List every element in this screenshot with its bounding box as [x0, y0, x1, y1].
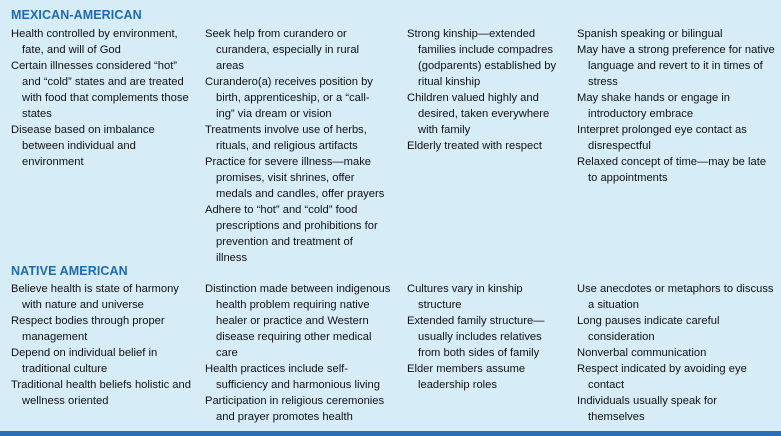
section-title-mexican-american: MEXICAN-AMERICAN [11, 8, 142, 22]
native-family-column [407, 281, 562, 393]
list-item: Health controlled by environment, fate, and will of God [11, 28, 178, 56]
list-item: Seek help from curandero or curandera, especially in rural areas [205, 28, 360, 72]
list-item: Depend on individual belief in traditional culture [11, 347, 158, 375]
list-item: Traditional health beliefs holistic and wellness oriented [11, 379, 191, 407]
mexican-communication-column [577, 26, 775, 186]
section-title-native-american: NATIVE AMERICAN [11, 264, 128, 278]
list-item: Adhere to “hot” and “cold” food prescriptions and prohibitions for prevention and treatment of illness [205, 204, 378, 264]
list-item: Respect indicated by avoiding eye contact [577, 363, 747, 391]
list-item: Treatments involve use of herbs, rituals, and religious artifacts [205, 124, 367, 152]
mexican-health-practices-column [205, 26, 385, 266]
list-item: Certain illnesses considered “hot” and “cold” states and are treated with food that complements those states [11, 60, 189, 120]
list-item: Individuals usually speak for themselves [577, 395, 717, 423]
bottom-rule [0, 431, 781, 436]
list-item: Practice for severe illness—make promises, visit shrines, offer medals and candles, offer prayers [205, 156, 385, 200]
list-item: Extended family structure—usually includes relatives from both sides of family [407, 315, 545, 359]
list-item: May have a strong preference for native language and revert to it in times of stress [577, 44, 775, 88]
list-item: Believe health is state of harmony with nature and universe [11, 283, 179, 311]
list-item: Long pauses indicate careful consideration [577, 315, 720, 343]
list-item: Elderly treated with respect [407, 140, 542, 152]
list-item: Cultures vary in kinship structure [407, 283, 523, 311]
list-item: Elder members assume leadership roles [407, 363, 526, 391]
list-item: Interpret prolonged eye contact as disrespectful [577, 124, 747, 152]
list-item: Spanish speaking or bilingual [577, 28, 723, 40]
list-item: Disease based on imbalance between individual and environment [11, 124, 155, 168]
native-health-beliefs-column [11, 281, 191, 409]
list-item: Children valued highly and desired, taken everywhere with family [407, 92, 550, 136]
mexican-health-beliefs-column [11, 26, 191, 170]
list-item: Use anecdotes or metaphors to discuss a situation [577, 283, 774, 311]
list-item: Strong kinship—extended families include compadres (godparents) established by ritual kinship [407, 28, 557, 88]
native-communication-column [577, 281, 775, 425]
list-item: Health practices include self-sufficiency and harmonious living [205, 363, 380, 391]
list-item: Nonverbal communication [577, 347, 707, 359]
list-item: Respect bodies through proper management [11, 315, 165, 343]
list-item: Relaxed concept of time—may be late to appointments [577, 156, 767, 184]
list-item: Curandero(a) receives position by birth, apprenticeship, or a “call-ing” via dream or vision [205, 76, 373, 120]
list-item: Distinction made between indigenous health problem requiring native healer or practice and Western disease requiring other medical care [205, 283, 391, 359]
list-item: Participation in religious ceremonies and prayer promotes health [205, 395, 385, 423]
mexican-family-column [407, 26, 557, 154]
native-health-practices-column [205, 281, 395, 425]
list-item: May shake hands or engage in introductory embrace [577, 92, 730, 120]
